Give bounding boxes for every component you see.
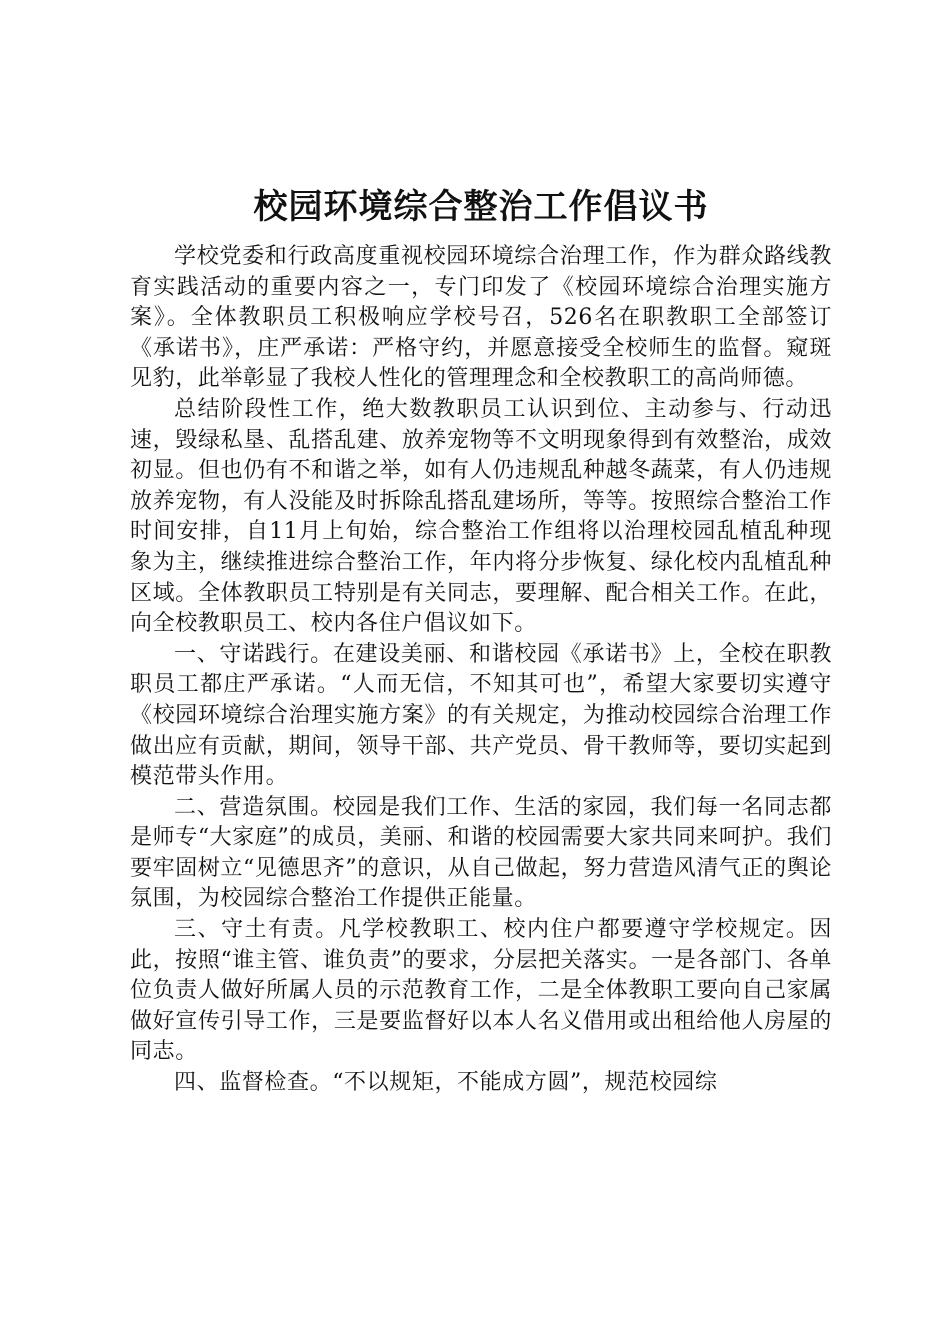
paragraph-summary: 总结阶段性工作，绝大数教职员工认识到位、主动参与、行动迅速，毁绿私垦、乱搭乱建、放养宠物等不文明现象得到有效整治，成效初显。但也仍有不和谐之举，如有人仍违规乱种越冬蔬菜，有人仍违规放养宠物，有人没能及时拆除乱搭乱建场所，等等。按照综合整治工作时间安排，自11月上旬始，综合整治工作组将以治理校园乱植乱种现象为主，继续推进综合整治工作，年内将分步恢复、绿化校内乱植乱种区域。全体教职员工特别是有关同志，要理解、配合相关工作。在此，向全校教职员工、校内各住户倡议如下。 [130,396,832,637]
paragraph-item-4: 四、监督检查。“不以规矩，不能成方圆”，规范校园综 [174,1070,718,1096]
paragraph-item-1: 一、守诺践行。在建设美丽、和谐校园《承诺书》上，全校在职教职员工都庄严承诺。“人而无信，不知其可也”，希望大家要切实遵守《校园环境综合治理实施方案》的有关规定，为推动校园综合治理工作做出应有贡献，期间，领导干部、共产党员、骨干教师等，要切实起到模范带头作用。 [130,641,832,790]
document-title: 校园环境综合整治工作倡议书 [253,187,709,227]
paragraph-intro: 学校党委和行政高度重视校园环境综合治理工作，作为群众路线教育实践活动的重要内容之一，专门印发了《校园环境综合治理实施方案》。全体教职员工积极响应学校号召，526名在职教职工全部签订《承诺书》，庄严承诺：严格守约，并愿意接受全校师生的监督。窥斑见豹，此举彰显了我校人性化的管理理念和全校教职工的高尚师德。 [130,244,832,392]
document-page [130,180,832,1099]
paragraph-item-2: 二、营造氛围。校园是我们工作、生活的家园，我们每一名同志都是师专“大家庭”的成员，美丽、和谐的校园需要大家共同来呵护。我们要牢固树立“见德思齐”的意识，从自己做起，努力营造风清气正的舆论氛围，为校园综合整治工作提供正能量。 [130,794,832,912]
paragraph-item-3: 三、守土有责。凡学校教职工、校内住户都要遵守学校规定。因此，按照“谁主管、谁负责”的要求，分层把关落实。一是各部门、各单位负责人做好所属人员的示范教育工作，二是全体教职工要向自己家属做好宣传引导工作，三是要监督好以本人名义借用或出租给他人房屋的同志。 [130,917,832,1065]
